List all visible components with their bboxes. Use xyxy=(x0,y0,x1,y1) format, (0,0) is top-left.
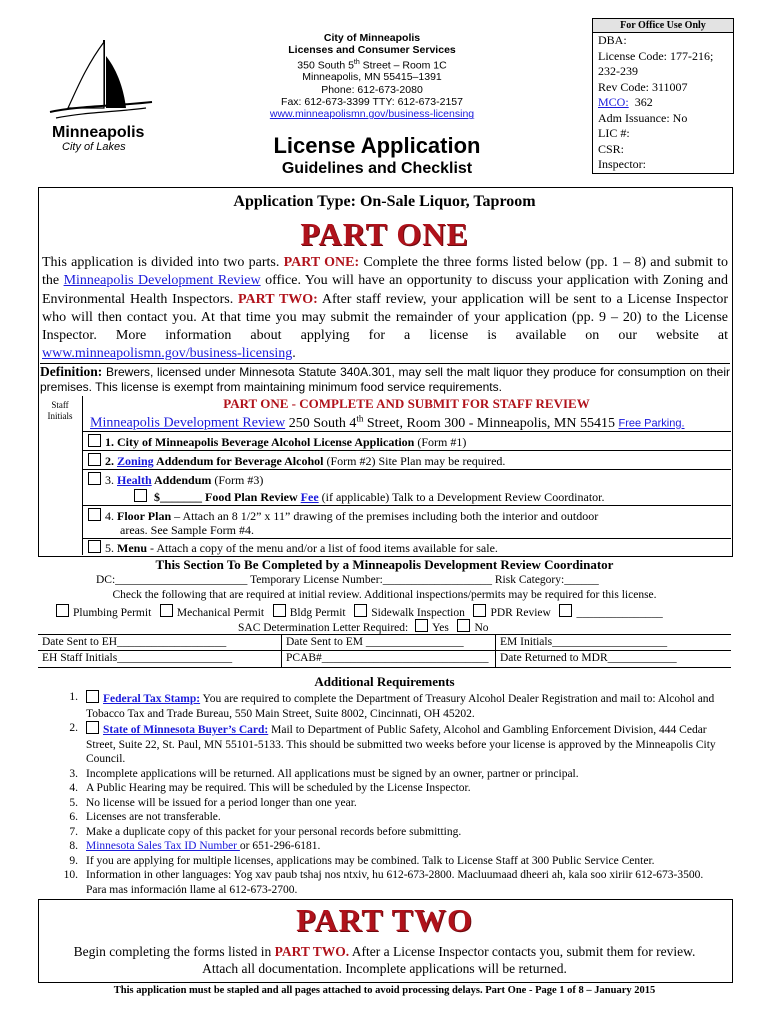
page-footer: This application must be stapled and all pages attached to avoid processing delays. Part One - Page 1 of 8 – January 2015 xyxy=(113,985,656,996)
staff-label-line: Staff xyxy=(51,400,69,410)
checkbox[interactable] xyxy=(88,540,101,553)
item-text: – Attach an 8 1/2” x 11” drawing of the premises including both the interior and outdoor xyxy=(171,509,599,523)
item-number: 5. xyxy=(69,796,78,809)
checklist-item-4 xyxy=(82,505,731,539)
checklist-item-2 xyxy=(82,450,731,470)
free-parking-link[interactable]: Free Parking. xyxy=(618,417,685,430)
checkbox[interactable] xyxy=(457,619,470,632)
staff-initials-label xyxy=(40,400,80,421)
item-number: 7. xyxy=(69,825,78,838)
item-text: Incomplete applications will be returned. All applications must be signed by an owner, partner or principal. xyxy=(86,767,579,780)
mco-link[interactable]: MCO: xyxy=(598,95,629,109)
pdr-review-label: PDR Review xyxy=(490,607,551,619)
dev-review-office xyxy=(90,413,730,432)
part-two-text: Begin completing the forms listed in xyxy=(73,944,275,959)
fee-link[interactable]: Fee xyxy=(300,490,319,504)
application-type: Application Type: On-Sale Liquor, Taproom xyxy=(233,193,536,210)
intro-text: Complete the three forms listed below (pp. 1 – 8) and submit to the xyxy=(42,255,729,289)
intro-text: office. You will have an opportunity to discuss your application with Zoning and Environmental Health Inspectors. xyxy=(42,273,729,307)
checklist-item-5 xyxy=(82,538,731,556)
list-item xyxy=(56,781,726,796)
website-link[interactable]: www.minneapolismn.gov/business-licensing xyxy=(42,346,293,362)
checkbox[interactable] xyxy=(56,604,69,617)
item-number: 8. xyxy=(69,840,78,852)
item-number: 3. xyxy=(105,473,114,487)
checkbox[interactable] xyxy=(134,489,147,502)
item-text: areas. See Sample Form #4. xyxy=(120,523,254,537)
dev-review-link[interactable]: Minneapolis Development Review xyxy=(63,273,261,289)
office-use-box xyxy=(592,18,734,174)
part-one-label: PART ONE: xyxy=(283,255,360,270)
item-title: City of Minneapolis Beverage Alcohol License Application xyxy=(117,435,415,449)
part-one-heading: PART ONE - COMPLETE AND SUBMIT FOR STAFF REVIEW xyxy=(223,396,590,411)
item-form: (Form #1) xyxy=(414,435,467,449)
agency-website-link[interactable]: www.minneapolismn.gov/business-licensing xyxy=(269,108,475,121)
office-lic: LIC #: xyxy=(598,126,630,140)
office-rev-code: Rev Code: 311007 xyxy=(598,79,688,94)
intro-paragraph xyxy=(42,254,728,364)
item-number: 4. xyxy=(105,509,114,523)
item-text: - Attach a copy of the menu and/or a list of food items available for sale. xyxy=(147,541,498,555)
checkbox[interactable] xyxy=(473,604,486,617)
item-title: Floor Plan xyxy=(117,509,172,523)
checkbox[interactable] xyxy=(160,604,173,617)
routing-grid xyxy=(38,634,731,668)
part-two-text: After a License Inspector contacts you, submit them for review. xyxy=(349,944,696,959)
checkbox[interactable] xyxy=(88,472,101,485)
additional-requirements-list xyxy=(56,690,726,897)
list-item xyxy=(56,810,726,825)
intro-text: This application is divided into two parts. xyxy=(42,255,284,270)
buyers-card-link[interactable]: State of Minnesota Buyer’s Card: xyxy=(103,724,269,736)
item-number: 5. xyxy=(105,541,114,555)
item-number: 6. xyxy=(69,811,78,823)
date-returned-mdr: Date Returned to MDR____________ xyxy=(500,652,677,664)
list-item xyxy=(56,868,726,897)
additional-requirements-title: Additional Requirements xyxy=(314,674,455,689)
checkbox[interactable] xyxy=(415,619,428,632)
dev-review-section-title: This Section To Be Completed by a Minneapolis Development Review Coordinator xyxy=(155,557,614,572)
list-item xyxy=(56,839,726,854)
date-sent-em: Date Sent to EM _________________ xyxy=(286,636,464,648)
part-two-title: PART TWO xyxy=(296,902,473,938)
list-item xyxy=(56,854,726,869)
item-text: Licenses are not transferable. xyxy=(86,811,221,823)
checkbox[interactable] xyxy=(88,508,101,521)
logo-name: Minneapolis xyxy=(52,124,145,141)
checklist-item-3 xyxy=(82,469,731,506)
office-mco xyxy=(593,95,733,111)
other-permit-blank: _______________ xyxy=(576,607,663,619)
item-text: Information in other languages: Yog xav paub tshaj nos ntxiv, hu 612-673-2800. Macluumaad dheeri ah, kala soo xiriir 612-673-3500. Para mas información llame al 612-673-2700. xyxy=(86,869,704,896)
list-item xyxy=(56,825,726,840)
agency-name: City of Minneapolis xyxy=(323,32,421,44)
intro-text: After staff review, your application will be sent to a License Inspector who will then contact you. At that time you may submit the remainder of your application (pp. 9 – 20) to the License Inspector. More information about applying for a license is available on our website at xyxy=(42,291,728,344)
item-title: Addendum for Beverage Alcohol xyxy=(153,454,324,468)
office-license-code: License Code: 177-216; xyxy=(598,48,714,63)
dev-review-address: 250 South 4th Street, Room 300 - Minneapolis, MN 55415 xyxy=(285,413,619,431)
agency-fax: Fax: 612-673-3399 TTY: 612-673-2157 xyxy=(281,95,463,108)
sac-line xyxy=(238,619,489,634)
part-two-attach-note: Attach all documentation. Incomplete applications will be returned. xyxy=(202,961,567,976)
definition xyxy=(40,363,730,394)
office-dba: DBA: xyxy=(598,33,627,47)
item-title: Menu xyxy=(117,541,147,555)
item-form: (Form #3) xyxy=(211,473,264,487)
em-initials: EM Initials____________________ xyxy=(500,636,668,648)
checkbox[interactable] xyxy=(88,434,101,447)
list-item xyxy=(56,690,726,721)
agency-division: Licenses and Consumer Services xyxy=(288,44,456,57)
sales-tax-id-link[interactable]: Minnesota Sales Tax ID Number xyxy=(86,840,240,852)
intro-text: . xyxy=(292,346,296,362)
item-form: (Form #2) Site Plan may be required. xyxy=(323,454,506,468)
eh-staff-initials: EH Staff Initials____________________ xyxy=(42,652,233,664)
office-license-code-cont: 232-239 xyxy=(598,64,638,78)
yes-label: Yes xyxy=(432,622,449,634)
checkbox[interactable] xyxy=(86,690,99,703)
definition-text: Brewers, licensed under Minnesota Statute 340A.301, may sell the malt liquor they produce for consumption on their premises. This license is exempt from maintaining minimum food service requirements. xyxy=(40,365,730,394)
item-number: 2. xyxy=(69,722,78,734)
date-sent-eh: Date Sent to EH___________________ xyxy=(42,636,227,648)
checkbox[interactable] xyxy=(86,721,99,734)
dev-review-office-link[interactable]: Minneapolis Development Review xyxy=(90,415,286,431)
agency-street: 350 South 5th Street – Room 1C xyxy=(297,58,447,72)
checkbox[interactable] xyxy=(559,604,572,617)
item-number: 1. xyxy=(105,435,114,449)
office-inspector: Inspector: xyxy=(598,157,646,171)
item-text: No license will be issued for a period longer than one year. xyxy=(86,796,357,809)
part-two-label: PART TWO: xyxy=(238,291,318,307)
dc-line: DC:_______________________ Temporary License Number:___________________ Risk Category:______ xyxy=(96,574,599,586)
definition-label: Definition: xyxy=(40,364,103,379)
no-label: No xyxy=(474,622,489,634)
item-number: 3. xyxy=(69,767,78,780)
part-one-title: PART ONE xyxy=(300,216,469,252)
list-item xyxy=(56,721,726,767)
item-title: Addendum xyxy=(151,473,212,487)
federal-tax-stamp-link[interactable]: Federal Tax Stamp: xyxy=(103,693,201,705)
zoning-link[interactable]: Zoning xyxy=(117,454,154,468)
page-subtitle: Guidelines and Checklist xyxy=(281,160,473,177)
item-text: Mail to Department of Public Safety, Alcohol and Gambling Enforcement Division, 444 Cedar Street, Suite 22, St. Paul, MN 55101-5133. This should be submitted two weeks before your license is approved by the Minneapolis City Council. xyxy=(86,724,716,765)
permits-line xyxy=(56,604,663,619)
item-text: You are required to complete the Department of Treasury Alcohol Dealer Registration and mail to: Alcohol and Tobacco Tax and Trade Bureau, 550 Main Street, Suite 8002, Cincinnati, OH 45202. xyxy=(86,693,715,720)
checklist-item-1 xyxy=(82,431,731,451)
agency-city: Minneapolis, MN 55415–1391 xyxy=(302,71,442,84)
item-number: 1. xyxy=(69,691,78,703)
dev-review-note: Check the following that are required at initial review. Additional inspections/permits may be required for this license. xyxy=(112,589,657,601)
plumbing-permit-label: Plumbing Permit xyxy=(73,607,152,619)
fee-amount-blank: $_______ xyxy=(154,490,202,504)
staff-label-line: Initials xyxy=(47,410,73,421)
agency-address xyxy=(262,32,482,121)
list-item xyxy=(56,796,726,811)
checkbox[interactable] xyxy=(354,604,367,617)
list-item xyxy=(56,767,726,782)
agency-phone: Phone: 612-673-2080 xyxy=(321,83,423,96)
bldg-permit-label: Bldg Permit xyxy=(289,607,346,619)
office-csr: CSR: xyxy=(598,141,625,156)
sidewalk-inspection-label: Sidewalk Inspection xyxy=(371,607,465,619)
checkbox[interactable] xyxy=(88,453,101,466)
item-number: 10. xyxy=(63,869,78,881)
office-adm-issuance: Adm Issuance: No xyxy=(598,110,688,125)
logo-tagline: City of Lakes xyxy=(62,141,126,153)
health-link[interactable]: Health xyxy=(117,473,152,487)
part-two-label: PART TWO. xyxy=(274,944,350,959)
page-title: License Application xyxy=(273,133,481,158)
office-use-heading: For Office Use Only xyxy=(593,19,733,33)
item-number: 4. xyxy=(69,782,78,794)
item-number: 2. xyxy=(105,454,114,468)
pcab-number: PCAB#_____________________________ xyxy=(286,652,489,664)
item-text: A Public Hearing may be required. This will be scheduled by the License Inspector. xyxy=(86,782,471,794)
item-text: Make a duplicate copy of this packet for your personal records before submitting. xyxy=(86,825,462,838)
mco-value: 362 xyxy=(634,95,653,109)
sac-label: SAC Determination Letter Required: xyxy=(238,622,409,634)
mechanical-permit-label: Mechanical Permit xyxy=(176,607,265,619)
part-two-instruction xyxy=(38,944,731,960)
item-title: Food Plan Review xyxy=(202,490,301,504)
item-note: (if applicable) Talk to a Development Review Coordinator. xyxy=(318,490,605,504)
item-number: 9. xyxy=(69,854,78,867)
item-text: If you are applying for multiple licenses, applications may be combined. Talk to License Staff at 300 Public Service Center. xyxy=(86,854,655,867)
item-text: or 651-296-6181. xyxy=(239,840,321,852)
checkbox[interactable] xyxy=(273,604,286,617)
